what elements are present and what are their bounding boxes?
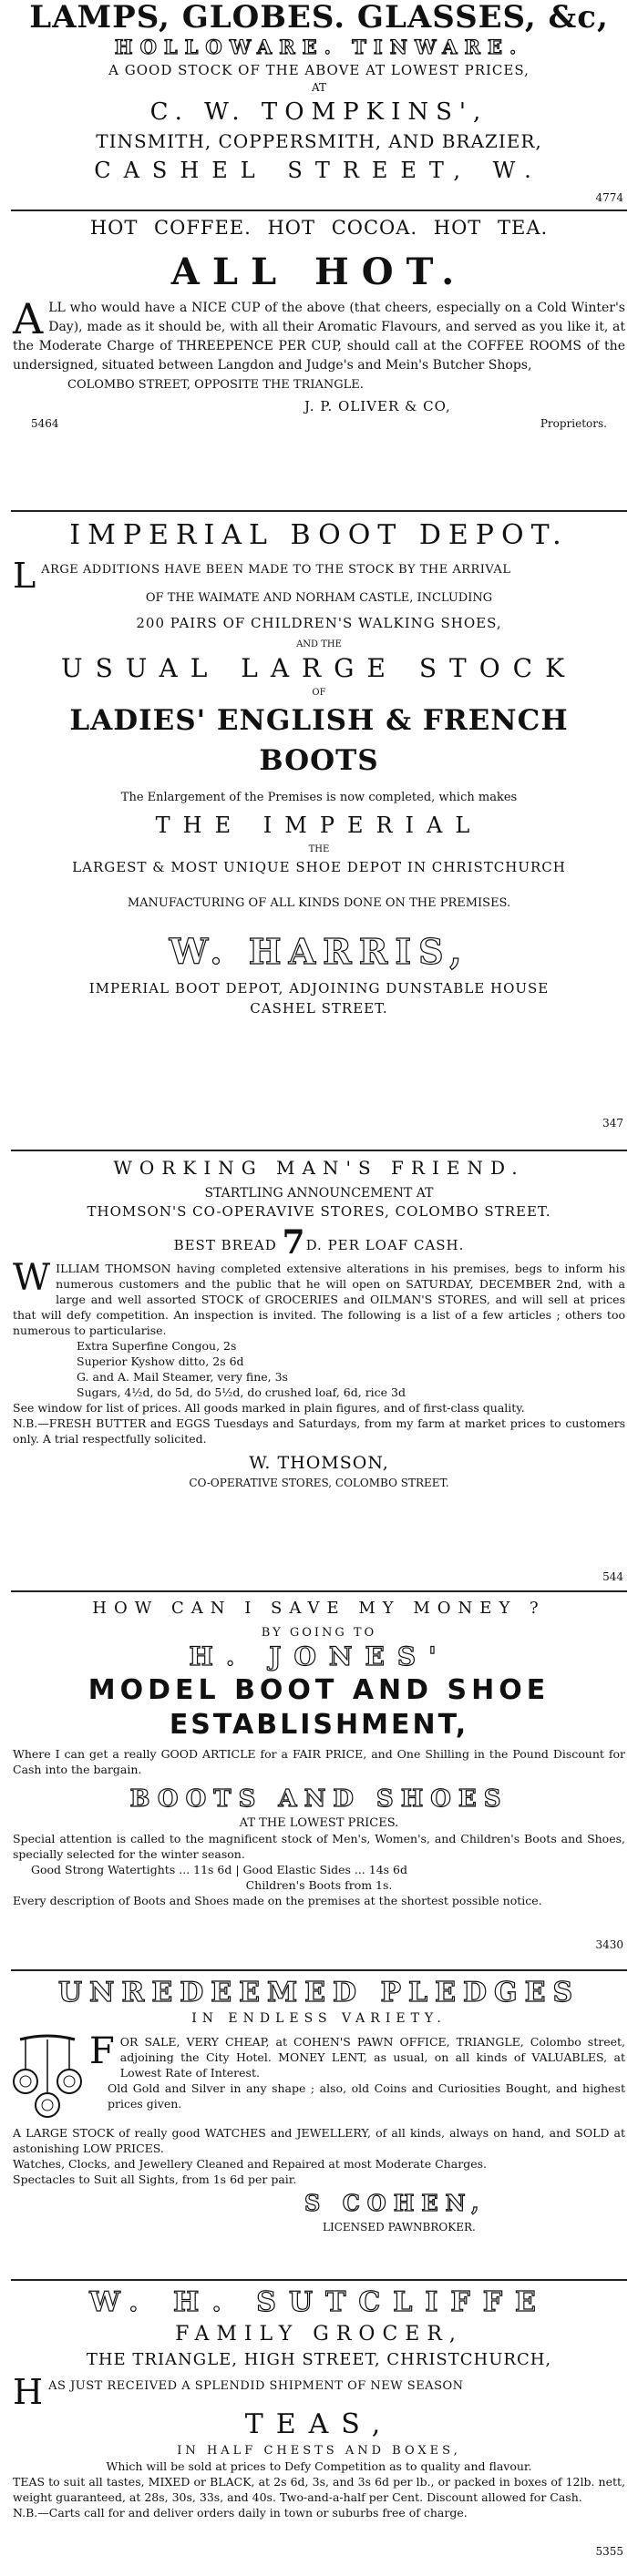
ad-cohen-headline: UNREDEEMED PLEDGES — [57, 1977, 581, 2009]
ad-cohen-dropcap: F — [89, 2030, 115, 2072]
ad-harris-the: THE — [308, 844, 330, 854]
ad-sutcliffe-chests: IN HALF CHESTS AND BOXES, — [177, 2444, 461, 2458]
ad-oliver-body-text: LL who would have a NICE CUP of the above (that cheers, especially on a Cold Winter's Day), made as it should be, with all their Aromatic Flavours, and served as you like it, at the Moderate Charge of THREEPENCE PER CUP, should call at the COFFEE ROOMS of the undersigned, situated between Langdon and Judge's and Mein's Butcher Shops, — [13, 301, 625, 373]
ad-jones-headline: HOW CAN I SAVE MY MONEY ? — [92, 1599, 546, 1618]
ad-thomson — [0, 1155, 638, 1587]
ad-harris-dropcap: L — [13, 556, 36, 596]
ad-sutcliffe-ref: 5355 — [595, 2545, 623, 2558]
divider — [11, 1969, 627, 1971]
ad-harris-address1: IMPERIAL BOOT DEPOT, ADJOINING DUNSTABLE HOUSE — [88, 980, 550, 997]
ad-tompkins — [0, 0, 638, 206]
ad-thomson-address: CO-OPERATIVE STORES, COLOMBO STREET. — [189, 1477, 449, 1489]
ad-jones-lowest: AT THE LOWEST PRICES. — [239, 1816, 399, 1830]
ad-tompkins-at: AT — [311, 81, 326, 94]
list-item: Sugars, 4½d, do 5d, do 5½d, do crushed loaf, 6d, rice 3d — [77, 1385, 406, 1399]
ad-thomson-items — [13, 1338, 625, 1400]
ad-cohen-body4: Watches, Clocks, and Jewellery Cleaned and Repaired at most Moderate Charges. — [13, 2157, 487, 2171]
ad-jones-body: Where I can get a really GOOD ARTICLE for a FAIR PRICE, and One Shilling in the Pound Discount for Cash into the bargain. — [13, 1747, 625, 1776]
ad-harris-address2: CASHEL STREET. — [250, 1000, 388, 1017]
ad-harris-largest: LARGEST & MOST UNIQUE SHOE DEPOT IN CHRISTCHURCH — [72, 859, 566, 875]
ad-thomson-name: W. THOMSON, — [249, 1453, 389, 1473]
ad-cohen-body3: A LARGE STOCK of really good WATCHES and JEWELLERY, of all kinds, always on hand, and SOLD at astonishing LOW PRICES. — [13, 2126, 625, 2155]
ad-harris-line2: OF THE WAIMATE AND NORHAM CASTLE, INCLUDING — [145, 591, 493, 605]
ad-thomson-bread — [13, 1223, 625, 1262]
ad-cohen-body1 — [89, 2030, 625, 2080]
ad-sutcliffe-body2: TEAS to suit all tastes, MIXED or BLACK, at 2s 6d, 3s, and 3s 6d per lb., or packed in boxes of 12lb. nett, weight guaranteed, at 28s, 30s, 33s, and 40s. Two-and-a-half per Cent. Discount allowed for Cash. — [13, 2475, 625, 2504]
ad-sutcliffe-name: W. H. SUTCLIFFE — [89, 2286, 549, 2318]
divider — [11, 510, 627, 512]
list-item: Extra Superfine Congou, 2s — [77, 1339, 237, 1353]
ad-harris-enlargement: The Enlargement of the Premises is now completed, which makes — [120, 791, 518, 804]
ad-thomson-ref: 544 — [602, 1570, 623, 1583]
ad-oliver-location: COLOMBO STREET, OPPOSITE THE TRIANGLE. — [67, 378, 364, 392]
ad-sutcliffe — [0, 2285, 638, 2558]
ad-jones-boots: BOOTS AND SHOES — [129, 1785, 509, 1813]
ad-sutcliffe-line1: AS JUST RECEIVED A SPLENDID SHIPMENT OF NEW SEASON — [48, 2379, 464, 2393]
ad-thomson-body — [13, 1257, 625, 1338]
ad-jones-prices: Good Strong Watertights ... 11s 6d | Good Elastic Sides ... 14s 6d — [31, 1863, 408, 1876]
ad-oliver-coffee — [0, 215, 638, 506]
ad-harris-name: W. HARRIS, — [169, 931, 469, 972]
ad-oliver-role: Proprietors. — [540, 417, 607, 430]
ad-jones-by-going: BY GOING TO — [261, 1626, 377, 1640]
ad-oliver-headline: ALL HOT. — [170, 250, 468, 293]
ad-cohen-top — [13, 2030, 625, 2121]
ad-jones — [0, 1596, 638, 1966]
ad-thomson-nb: N.B.—FRESH BUTTER and EGGS Tuesdays and Saturdays, from my farm at market prices to customers only. A trial respectfully solicited. — [13, 1416, 625, 1446]
ad-jones-establishment: ESTABLISHMENT, — [169, 1709, 469, 1741]
ad-thomson-body-text: ILLIAM THOMSON having completed extensive alterations in his premises, begs to inform his numerous customers and the public that he will open on SATURDAY, DECEMBER 2nd, with a large and well assorted STOCK of GROCERIES and OILMAN'S STORES, and will sell at prices that will defy competition. An inspection is invited. The following is a list of a few articles ; others too numerous to particularise. — [13, 1262, 625, 1337]
ad-sutcliffe-body1: Which will be sold at prices to Defy Competition as to quality and flavour. — [106, 2459, 532, 2473]
ad-tompkins-headline: LAMPS, GLOBES. GLASSES, &c, — [29, 0, 609, 36]
ad-cohen-body1-text: OR SALE, VERY CHEAP, at COHEN'S PAWN OFFICE, TRIANGLE, Colombo street, adjoining the City Hotel. MONEY LENT, as usual, on all kinds of VALUABLES, at Lowest Rate of Interest. — [119, 2035, 625, 2080]
ad-thomson-bread-post: D. PER LOAF CASH. — [305, 1237, 465, 1253]
ad-jones-model: MODEL BOOT AND SHOE — [87, 1674, 551, 1706]
divider — [11, 1150, 627, 1151]
ad-tompkins-trades: TINSMITH, COPPERSMITH, AND BRAZIER, — [96, 130, 542, 152]
divider — [11, 210, 627, 211]
ad-harris-manufacturing: MANUFACTURING OF ALL KINDS DONE ON THE PREMISES. — [127, 896, 511, 910]
ad-sutcliffe-teas: TEAS, — [244, 2408, 394, 2440]
ad-cohen-role: LICENSED PAWNBROKER. — [323, 2221, 476, 2234]
ad-thomson-see-window: See window for list of prices. All goods marked in plain figures, and of first-class quality. — [13, 1401, 525, 1415]
ad-harris-intro — [13, 556, 625, 596]
divider — [11, 2279, 627, 2281]
ad-harris-headline: IMPERIAL BOOT DEPOT. — [69, 519, 569, 551]
ad-harris-line3: 200 PAIRS OF CHILDREN'S WALKING SHOES, — [136, 615, 502, 631]
ad-jones-special: Special attention is called to the magnificent stock of Men's, Women's, and Children's Boots and Shoes, specially selected for the winter season. — [13, 1832, 625, 1861]
ad-cohen — [0, 1975, 638, 2275]
ad-cohen-sub: IN ENDLESS VARIETY. — [191, 2011, 447, 2026]
ad-harris-usual: USUAL LARGE STOCK — [61, 653, 577, 683]
ad-jones-children: Children's Boots from 1s. — [245, 1878, 393, 1892]
ad-sutcliffe-trade: FAMILY GROCER, — [175, 2323, 463, 2346]
ad-oliver-banner: HOT COFFEE. HOT COCOA. HOT TEA. — [89, 217, 549, 239]
ad-cohen-body2: Old Gold and Silver in any shape ; also, old Coins and Curiosities Bought, and highest prices given. — [108, 2081, 625, 2111]
ad-harris-ladies: LADIES' ENGLISH & FRENCH BOOTS — [69, 704, 569, 777]
ad-thomson-bread-pre: BEST BREAD — [173, 1237, 283, 1253]
divider — [11, 1590, 627, 1592]
ad-harris-the-imperial: THE IMPERIAL — [155, 813, 483, 838]
ad-harris-line1: ARGE ADDITIONS HAVE BEEN MADE TO THE STOCK BY THE ARRIVAL — [41, 563, 511, 577]
ad-oliver-ref: 5464 — [31, 417, 59, 430]
ad-tompkins-ref: 4774 — [595, 191, 623, 204]
list-item: G. and A. Mail Steamer, very fine, 3s — [77, 1370, 288, 1384]
ad-sutcliffe-intro — [13, 2372, 625, 2412]
ad-sutcliffe-dropcap: H — [13, 2372, 44, 2412]
ad-jones-every: Every description of Boots and Shoes made on the premises at the shortest possible notice. — [13, 1894, 542, 1907]
ad-jones-name: H. JONES' — [189, 1641, 449, 1671]
ad-harris-ref: 347 — [602, 1117, 623, 1130]
ad-harris-of: OF — [312, 688, 326, 698]
ad-thomson-sub1: STARTLING ANNOUNCEMENT AT — [204, 1186, 434, 1201]
ad-sutcliffe-nb: N.B.—Carts call for and deliver orders daily in town or suburbs free of charge. — [13, 2506, 468, 2520]
ad-thomson-sub2: THOMSON'S CO-OPERAVIVE STORES, COLOMBO STREET. — [87, 1203, 551, 1220]
ad-oliver-signature: J. P. OLIVER & CO, — [304, 398, 451, 414]
ad-tompkins-line: A GOOD STOCK OF THE ABOVE AT LOWEST PRICES, — [108, 62, 530, 78]
ad-thomson-headline: WORKING MAN'S FRIEND. — [113, 1157, 525, 1179]
ad-thomson-dropcap: W — [13, 1257, 51, 1299]
ad-tompkins-address: CASHEL STREET, W. — [94, 158, 544, 183]
ad-jones-ref: 3430 — [595, 1938, 623, 1951]
ad-oliver-dropcap: A — [13, 294, 44, 343]
ad-cohen-body5: Spectacles to Suit all Sights, from 1s 6d per pair. — [13, 2172, 297, 2186]
list-item: Superior Kyshow ditto, 2s 6d — [77, 1354, 244, 1368]
ad-cohen-name: S COHEN, — [304, 2190, 487, 2216]
ad-tompkins-name: C. W. TOMPKINS', — [149, 98, 489, 126]
ad-harris-imperial — [0, 516, 638, 1146]
ad-thomson-bread-num: 7 — [282, 1223, 306, 1262]
pawnbroker-balls-icon — [13, 2034, 82, 2121]
ad-harris-and-the: AND THE — [296, 639, 342, 649]
ad-sutcliffe-address: THE TRIANGLE, HIGH STREET, CHRISTCHURCH, — [86, 2350, 552, 2369]
ad-tompkins-subhead: HOLLOWARE. TINWARE. — [114, 36, 524, 58]
ad-oliver-body — [13, 294, 625, 375]
